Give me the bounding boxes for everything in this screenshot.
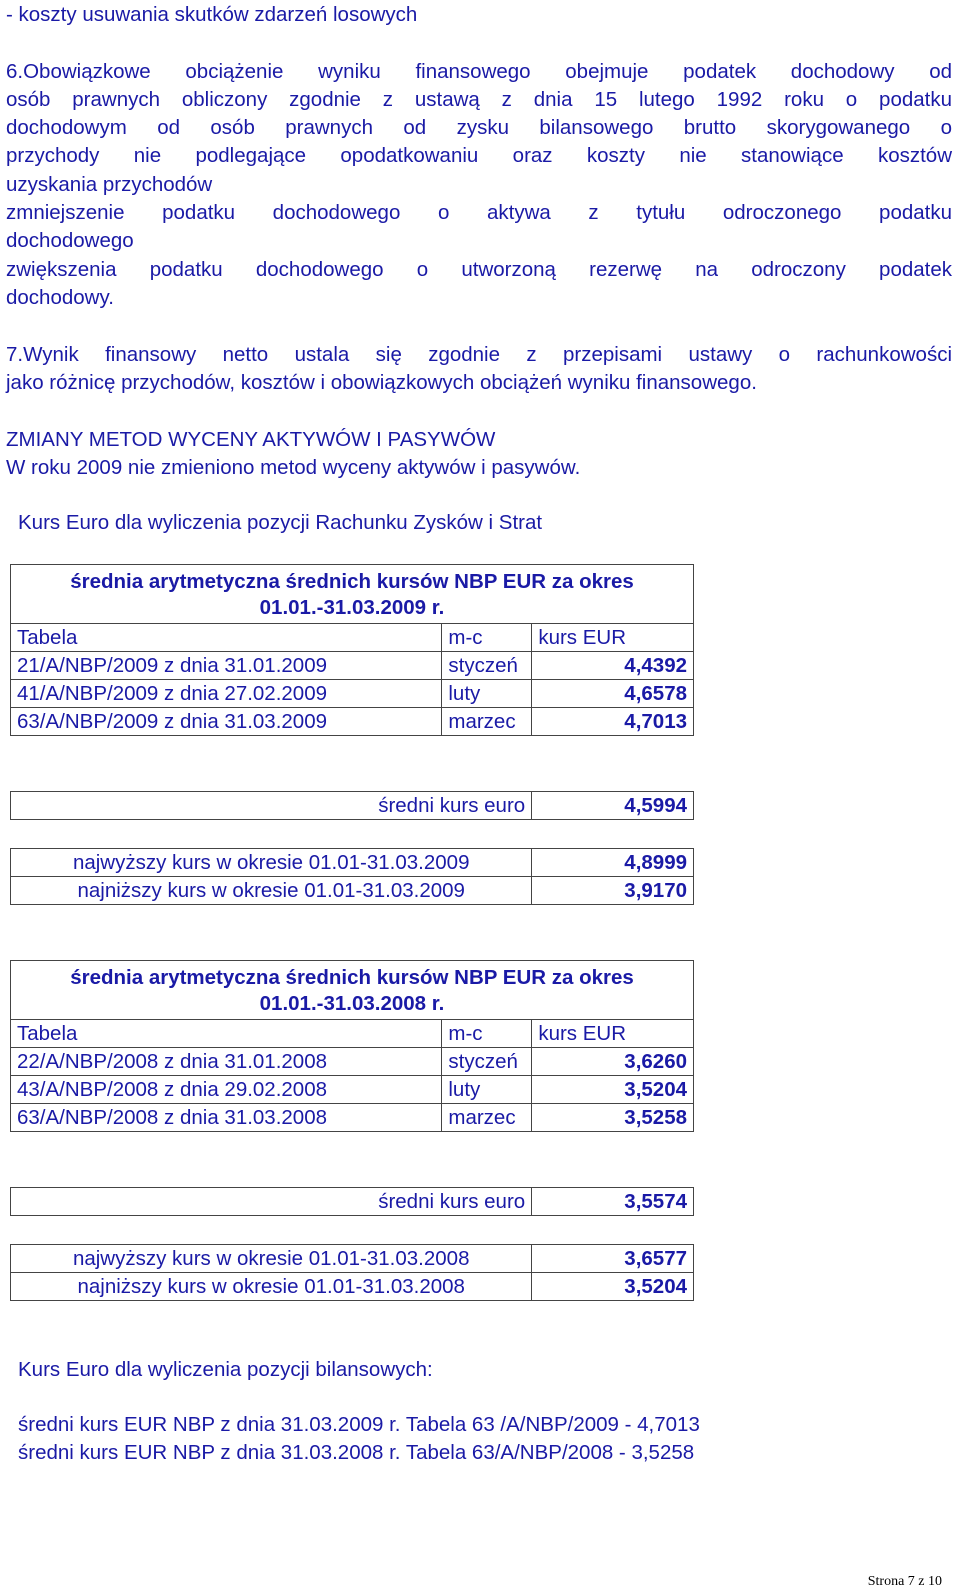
list-item-koszty-zdarzen: - koszty usuwania skutków zdarzeń losowych (6, 3, 418, 26)
column-header-mc: m-c (442, 1020, 532, 1048)
min-label: najniższy kurs w okresie 01.01-31.03.2008 (11, 1273, 532, 1301)
table-min-max-2008 (10, 1244, 694, 1301)
min-value: 3,5204 (532, 1273, 694, 1301)
max-label: najwyższy kurs w okresie 01.01-31.03.2009 (11, 849, 532, 877)
column-header-mc: m-c (442, 624, 532, 652)
paragraph-6-line: przychody nie podlegające opodatkowaniu oraz koszty nie stanowiące kosztów (6, 144, 952, 167)
paragraph-6-line: dochodowy. (6, 286, 114, 309)
table-row: 63/A/NBP/2009 z dnia 31.03.2009 marzec 4,7013 (11, 708, 694, 736)
max-label: najwyższy kurs w okresie 01.01-31.03.2008 (11, 1245, 532, 1273)
min-value: 3,9170 (532, 877, 694, 905)
table-row: 43/A/NBP/2008 z dnia 29.02.2008 luty 3,5204 (11, 1076, 694, 1104)
column-header-kurs: kurs EUR (532, 1020, 694, 1048)
paragraph-7-line: jako różnicę przychodów, kosztów i obowiązkowych obciążeń wyniku finansowego. (6, 371, 757, 394)
table-title-2008: średnia arytmetyczna średnich kursów NBP EUR za okres 01.01.-31.03.2008 r. (11, 961, 694, 1020)
column-header-tabela: Tabela (11, 624, 442, 652)
max-value: 3,6577 (532, 1245, 694, 1273)
table-title-2009: średnia arytmetyczna średnich kursów NBP EUR za okres 01.01.-31.03.2009 r. (11, 565, 694, 624)
paragraph-7-line: 7.Wynik finansowy netto ustala się zgodnie z przepisami ustawy o rachunkowości (6, 343, 952, 366)
table-row: 21/A/NBP/2009 z dnia 31.01.2009 styczeń 4,4392 (11, 652, 694, 680)
avg-value: 4,5994 (532, 792, 694, 820)
table-min-max-2009 (10, 848, 694, 905)
paragraph-6-line: uzyskania przychodów (6, 173, 213, 196)
paragraph-6-line: zmniejszenie podatku dochodowego o aktywa z tytułu odroczonego podatku (6, 201, 952, 224)
paragraph-6-line: osób prawnych obliczony zgodnie z ustawą z dnia 15 lutego 1992 roku o podatku (6, 88, 952, 111)
column-header-tabela: Tabela (11, 1020, 442, 1048)
bilans-rate-line: średni kurs EUR NBP z dnia 31.03.2009 r. Tabela 63 /A/NBP/2009 - 4,7013 (18, 1413, 700, 1436)
avg-value: 3,5574 (532, 1188, 694, 1216)
max-value: 4,8999 (532, 849, 694, 877)
heading-kurs-bilans: Kurs Euro dla wyliczenia pozycji bilansowych: (18, 1358, 433, 1381)
table-sredni-kurs-2009 (10, 791, 694, 820)
min-label: najniższy kurs w okresie 01.01-31.03.2009 (11, 877, 532, 905)
table-row: 41/A/NBP/2009 z dnia 27.02.2009 luty 4,6578 (11, 680, 694, 708)
paragraph-6-line: 6.Obowiązkowe obciążenie wyniku finansowego obejmuje podatek dochodowy od (6, 60, 952, 83)
avg-label: średni kurs euro (11, 792, 532, 820)
table-row: 63/A/NBP/2008 z dnia 31.03.2008 marzec 3,5258 (11, 1104, 694, 1132)
paragraph-6-line: dochodowym od osób prawnych od zysku bilansowego brutto skorygowanego o (6, 116, 952, 139)
table-kursy-2009 (10, 564, 694, 736)
page-number: Strona 7 z 10 (867, 1574, 942, 1589)
section-text-zmiany-metod: W roku 2009 nie zmieniono metod wyceny aktywów i pasywów. (6, 456, 581, 479)
paragraph-6-line: dochodowego (6, 229, 134, 252)
section-heading-zmiany-metod: ZMIANY METOD WYCENY AKTYWÓW I PASYWÓW (6, 428, 496, 451)
bilans-rate-line: średni kurs EUR NBP z dnia 31.03.2008 r. Tabela 63/A/NBP/2008 - 3,5258 (18, 1441, 695, 1464)
table-kursy-2008 (10, 960, 694, 1132)
column-header-kurs: kurs EUR (532, 624, 694, 652)
table-sredni-kurs-2008 (10, 1187, 694, 1216)
table-row: 22/A/NBP/2008 z dnia 31.01.2008 styczeń 3,6260 (11, 1048, 694, 1076)
heading-kurs-rzis: Kurs Euro dla wyliczenia pozycji Rachunku Zysków i Strat (18, 511, 543, 534)
paragraph-6-line: zwiększenia podatku dochodowego o utworzoną rezerwę na odroczony podatek (6, 258, 952, 281)
avg-label: średni kurs euro (11, 1188, 532, 1216)
